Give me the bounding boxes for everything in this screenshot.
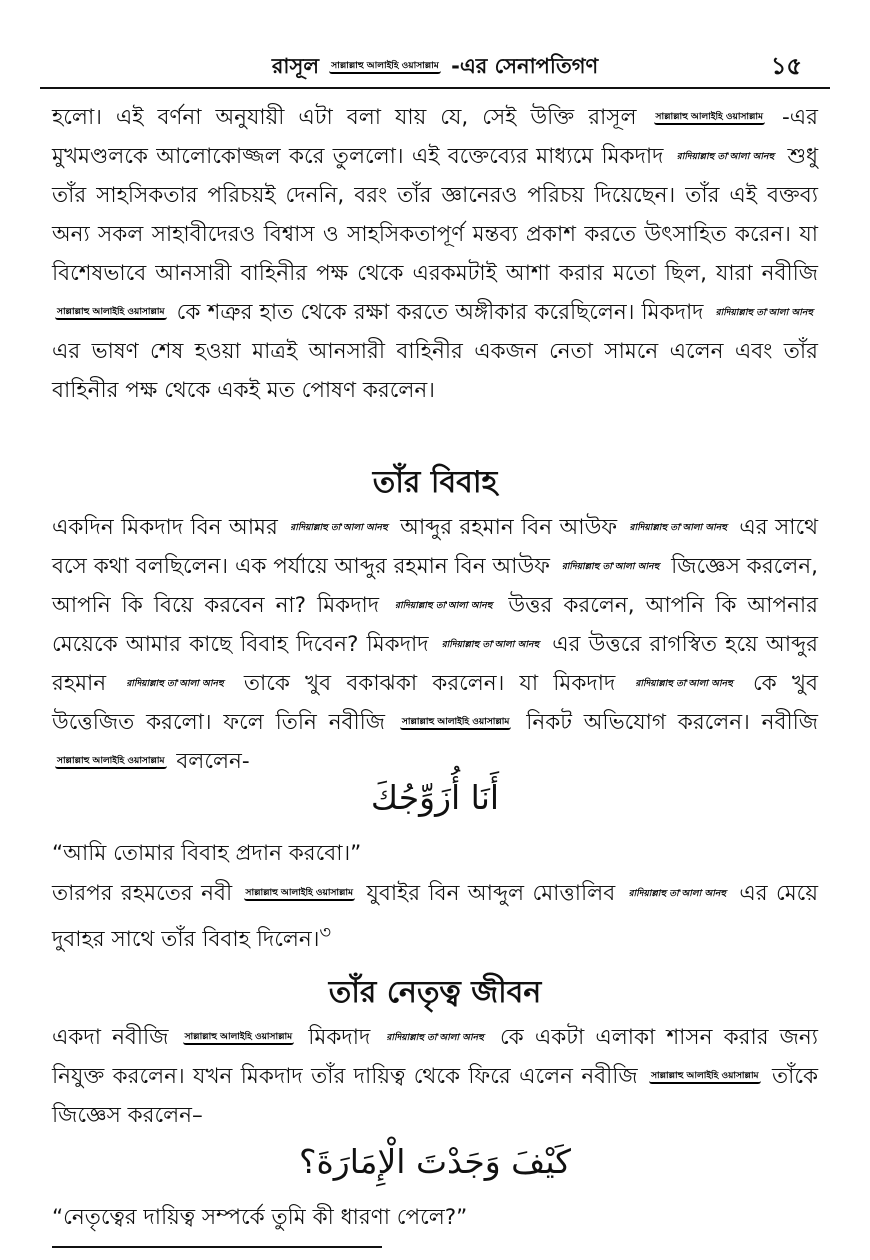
quote-1: “আমি তোমার বিবাহ প্রদান করবো।” [52, 841, 362, 866]
para2-text-3: এর সাথে বসে কথা বলছিলেন। এক পর্যায়ে আব্দুর রহমান বিন আউফ [52, 515, 819, 579]
radiallahu-seal: রাদিয়াল্লাহু তা'আলা আনহু [715, 308, 813, 318]
paragraph-leadership [52, 1018, 818, 1135]
running-title-suffix: -এর সেনাপতিগণ [451, 54, 599, 78]
para1-text-1: হলো। এই বর্ণনা অনুযায়ী এটা বলা যায় যে, সেই উক্তি রাসূল [52, 105, 637, 130]
running-title [40, 50, 830, 85]
header-divider [40, 87, 830, 89]
arabic-quote-2: كَيْفَ وَجَدْتَ الْإِمَارَةَ؟ [299, 1142, 571, 1181]
para3-text-1: তারপর রহমতের নবী [52, 881, 233, 906]
para1-text-2: -এর মুখমণ্ডলকে আলোকোজ্জল করে তুললো। এই বক্তেব্যের মাধ্যমে মিকদাদ [52, 105, 818, 169]
salutation-seal: সাল্লাল্লাহু আলাইহি ওয়াসাল্লাম [649, 1070, 761, 1084]
para2-text-5: উত্তর করলেন, আপনি কি আপনার মেয়েকে আমার কাছে বিবাহ দিবেন? মিকদাদ [52, 593, 818, 657]
para1-text-5: এর ভাষণ শেষ হওয়া মাত্রই আনসারী বাহিনীর একজন নেতা সামনে এলেন এবং তাঁর বাহিনীর পক্ষ থেকে একই মত পোষণ করলেন। [52, 339, 818, 403]
para4-text-4: তাঁকে জিজ্ঞেস করলেন– [52, 1064, 819, 1128]
para2-text-7: তাকে খুব বকাঝকা করলেন। যা মিকদাদ [243, 671, 616, 696]
quote-2: “নেতৃত্বের দায়িত্ব সম্পর্কে তুমি কী ধারণা পেলে?” [52, 1205, 468, 1230]
radiallahu-seal: রাদিয়াল্লাহু তা'আলা আনহু [386, 1033, 484, 1043]
salutation-seal: সাল্লাল্লাহু আলাইহি ওয়াসাল্লাম [183, 1031, 295, 1045]
translation-1 [52, 834, 818, 873]
radiallahu-seal: রাদিয়াল্লাহু তা'আলা আনহু [635, 679, 733, 689]
para2-text-9: নিকট অভিযোগ করলেন। নবীজি [526, 710, 818, 735]
footnote-divider [52, 1246, 382, 1248]
salutation-seal: সাল্লাল্লাহু আলাইহি ওয়াসাল্লাম [400, 716, 512, 730]
arabic-quote-1: أَنَا أُزَوِّجُكَ [370, 778, 500, 817]
para2-text-2: আব্দুর রহমান বিন আউফ [400, 515, 618, 540]
translation-2 [52, 1198, 818, 1237]
running-title-prefix: রাসূল [271, 54, 319, 78]
para2-text-4: জিজ্ঞেস করলেন, আপনি কি বিয়ে করবেন না? মিকদাদ [52, 554, 818, 618]
salutation-seal: সাল্লাল্লাহু আলাইহি ওয়াসাল্লাম [55, 755, 167, 769]
para1-text-4: কে শত্রুর হাত থেকে রক্ষা করতে অঙ্গীকার করেছিলেন। মিকদাদ [176, 300, 704, 325]
radiallahu-seal: রাদিয়াল্লাহু তা'আলা আনহু [629, 523, 727, 533]
radiallahu-seal: রাদিয়াল্লাহু তা'আলা আনহু [676, 152, 775, 162]
para4-text-2: মিকদাদ [308, 1025, 371, 1050]
para2-text-6: এর উত্তরে রাগস্বিত হয়ে আব্দুর রহমান [52, 632, 818, 696]
radiallahu-seal: রাদিয়াল্লাহু তা'আলা আনহু [126, 679, 224, 689]
radiallahu-seal: রাদিয়াল্লাহু তা'আলা আনহু [290, 523, 388, 533]
paragraph-marriage [52, 508, 818, 781]
para4-text-1: একদা নবীজি [52, 1025, 169, 1050]
salutation-seal: সাল্লাল্লাহু আলাইহি ওয়াসাল্লাম [329, 60, 441, 74]
para1-text-3: শুধু তাঁর সাহসিকতার পরিচয়ই দেননি, বরং তাঁর জ্ঞানেরও পরিচয় দিয়েছেন। তাঁর এই বক্তব্য অন্য সকল সাহাবীদেরও বিশ্বাস ও সাহসিকতাপূর্ণ মন্তব্য প্রকাশ করতে উৎসাহিত করেন। যা বিশেষভাবে আনসারী বাহিনীর পক্ষ থেকে এরকমটাই আশা করার মতো ছিল, যারা নবীজি [52, 144, 818, 286]
para3-text-2: যুবাইর বিন আব্দুল মোত্তালিব [366, 881, 616, 906]
para2-text-10: বললেন- [176, 749, 250, 774]
para2-text-1: একদিন মিকদাদ বিন আমর [52, 515, 278, 540]
para3-text-3: এর মেয়ে দুবাহর সাথে তাঁর বিবাহ দিলেন। [52, 881, 818, 953]
page-number: ১৫ [770, 52, 802, 80]
radiallahu-seal: রাদিয়াল্লাহু তা'আলা আনহু [441, 640, 540, 650]
footnote-marker[interactable]: ৩ [319, 922, 332, 943]
para2-text-8: কে খুব উত্তেজিত করলো। ফলে তিনি নবীজি [52, 671, 818, 735]
salutation-seal: সাল্লাল্লাহু আলাইহি ওয়াসাল্লাম [55, 306, 167, 320]
heading-marriage: তাঁর বিবাহ [372, 465, 498, 500]
para4-text-3: কে একটা এলাকা শাসন করার জন্য নিযুক্ত করলেন। যখন মিকদাদ তাঁর দায়িত্ব থেকে ফিরে এলেন নবীজি [52, 1025, 818, 1089]
salutation-seal: সাল্লাল্লাহু আলাইহি ওয়াসাল্লাম [654, 111, 766, 125]
radiallahu-seal: রাদিয়াল্লাহু তা'আলা আনহু [395, 601, 493, 611]
salutation-seal: সাল্লাল্লাহু আলাইহি ওয়াসাল্লাম [244, 887, 356, 901]
paragraph-intro [52, 98, 818, 410]
paragraph-wedding [52, 874, 818, 959]
radiallahu-seal: রাদিয়াল্লাহু তা'আলা আনহু [628, 889, 726, 899]
heading-leadership: তাঁর নেতৃত্ব জীবন [328, 975, 542, 1010]
radiallahu-seal: রাদিয়াল্লাহু তা'আলা আনহু [561, 562, 660, 572]
running-head [40, 46, 830, 86]
